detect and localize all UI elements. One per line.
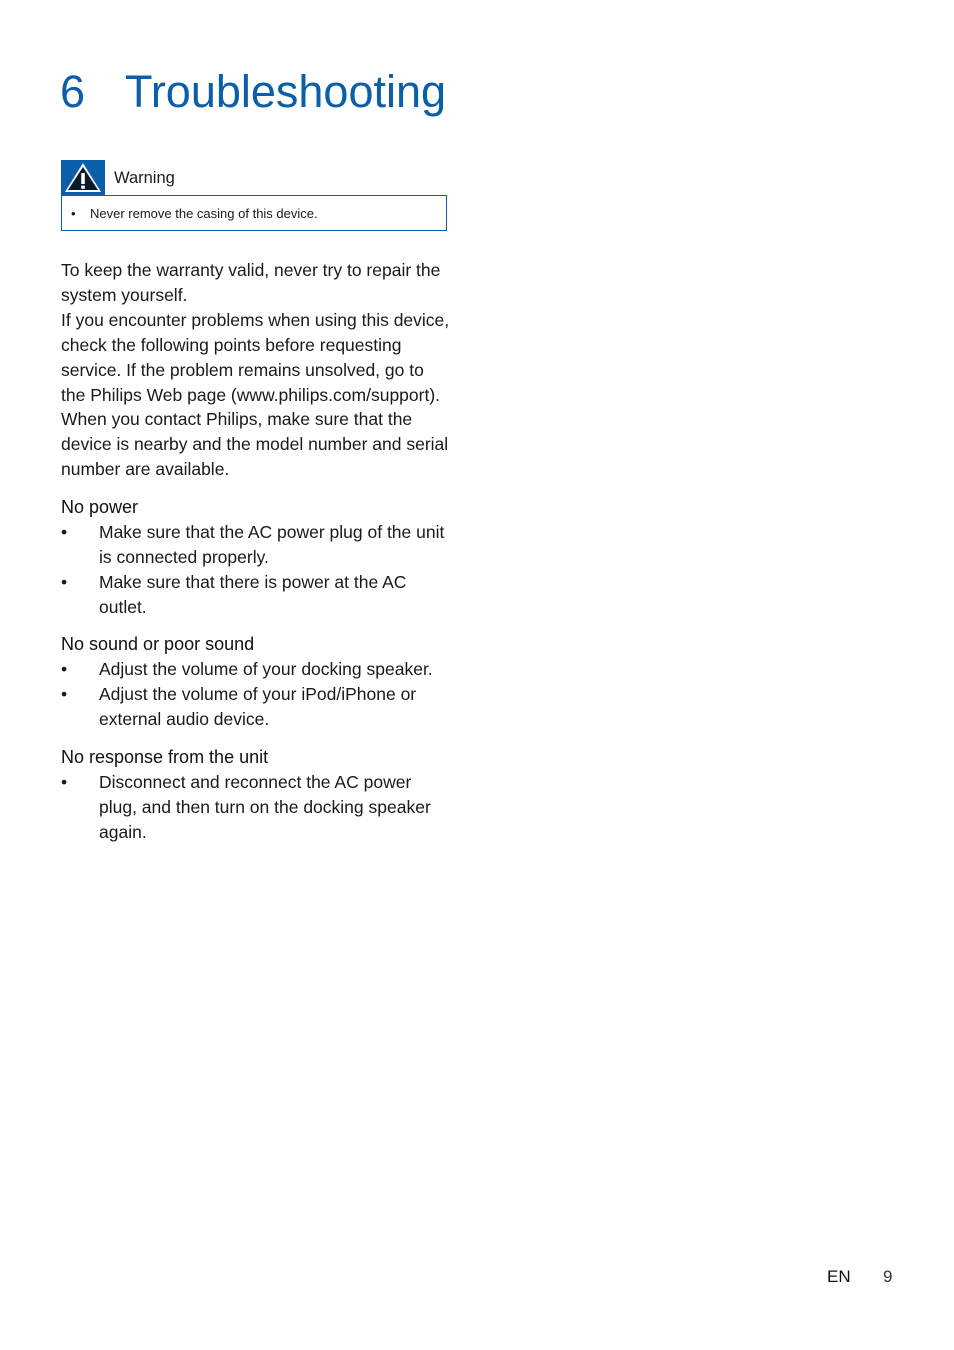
section-no-sound	[61, 632, 453, 732]
warning-triangle-icon	[64, 162, 102, 193]
footer-page-number: 9	[883, 1267, 893, 1286]
list-item-text: Adjust the volume of your docking speaker.	[99, 659, 433, 679]
bullet: •	[61, 522, 68, 542]
warning-block	[61, 160, 447, 231]
list-item	[61, 520, 453, 570]
bullet: •	[61, 683, 68, 704]
intro-paragraph-2: If you encounter problems when using this device, check the following points before requesting service. If the problem remains unsolved, go to the Philips Web page (www.philips.com/support). When you contact Philips, make sure that the device is nearby and the model number and serial number are available.	[61, 309, 450, 480]
section-heading: No response from the unit	[61, 747, 269, 767]
list-item	[61, 682, 453, 732]
list-item-text: Adjust the volume of your iPod/iPhone or external audio device.	[99, 683, 417, 729]
intro-text	[61, 258, 451, 482]
warning-item-text: Never remove the casing of this device.	[90, 206, 318, 221]
bullet-list	[61, 520, 453, 620]
bullet: •	[61, 571, 68, 592]
intro-paragraph-1: To keep the warranty valid, never try to repair the system yourself.	[61, 260, 441, 305]
warning-header	[61, 160, 447, 195]
page-title	[60, 64, 446, 120]
bullet: •	[61, 772, 68, 792]
list-item	[61, 770, 453, 845]
bullet: •	[71, 206, 76, 221]
warning-box	[61, 195, 447, 231]
list-item	[61, 657, 453, 682]
section-no-response	[61, 745, 453, 845]
bullet: •	[61, 659, 68, 679]
list-item-text: Make sure that the AC power plug of the unit is connected properly.	[99, 522, 445, 567]
chapter-title: Troubleshooting	[125, 66, 447, 117]
list-item-text: Disconnect and reconnect the AC power plug, and then turn on the docking speaker again.	[99, 772, 431, 842]
footer-language: EN	[827, 1267, 851, 1286]
warning-title: Warning	[114, 169, 175, 187]
list-item	[61, 570, 453, 620]
warning-item	[71, 206, 318, 222]
section-heading: No power	[61, 497, 139, 517]
bullet-list	[61, 657, 453, 732]
chapter-number: 6	[60, 66, 86, 117]
bullet-list	[61, 770, 453, 845]
list-item-text: Make sure that there is power at the AC outlet.	[99, 571, 407, 617]
section-no-power	[61, 495, 453, 620]
section-heading: No sound or poor sound	[61, 634, 255, 654]
warning-icon-box	[61, 160, 105, 195]
